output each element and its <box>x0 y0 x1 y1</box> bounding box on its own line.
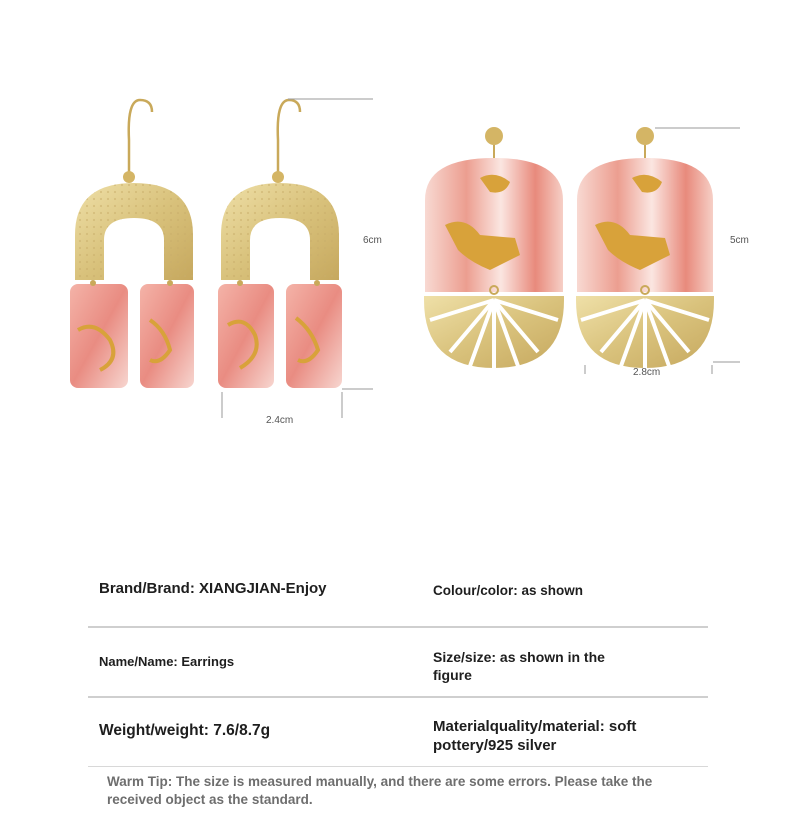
size-spec-line2: figure <box>433 667 472 683</box>
left-width-label: 2.4cm <box>266 415 294 426</box>
material-spec-line1: Materialquality/material: soft <box>433 718 637 735</box>
oval-earring-left <box>424 127 564 368</box>
right-height-label: 5cm <box>730 235 749 246</box>
left-height-label: 6cm <box>363 235 382 246</box>
weight-spec: Weight/weight: 7.6/8.7g <box>99 722 271 739</box>
row-divider <box>88 626 708 628</box>
material-spec-line2: pottery/925 silver <box>433 737 557 754</box>
warm-tip-line1: Warm Tip: The size is measured manually, and there are some errors. Please take the <box>107 774 653 789</box>
name-spec: Name/Name: Earrings <box>99 654 235 669</box>
right-width-label: 2.8cm <box>633 367 661 378</box>
brand-spec: Brand/Brand: XIANGJIAN-Enjoy <box>99 580 327 597</box>
oval-earring-right <box>576 127 714 368</box>
warm-tip <box>107 773 707 809</box>
size-spec-line1: Size/size: as shown in the <box>433 649 605 665</box>
arch-earring-left <box>70 100 194 388</box>
size-spec <box>433 648 605 684</box>
colour-spec: Colour/color: as shown <box>433 583 584 598</box>
row-divider <box>88 696 708 698</box>
tip-divider <box>88 766 708 767</box>
material-spec <box>433 717 636 755</box>
arch-earring-right <box>218 100 342 388</box>
warm-tip-line2: received object as the standard. <box>107 792 313 807</box>
